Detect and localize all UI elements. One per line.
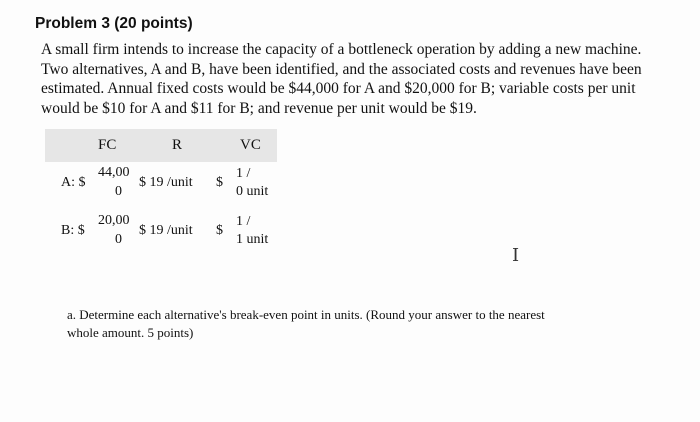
question-line: a. Determine each alternative's break-even point in units. (Round your answer to the nearest xyxy=(67,307,545,322)
row-b-vc-dollar: $ xyxy=(216,223,223,238)
header-r: R xyxy=(172,137,183,153)
row-a-vc-bottom: 0 unit xyxy=(236,184,269,199)
question-line: whole amount. 5 points) xyxy=(67,324,194,340)
row-a-label: A: $ xyxy=(61,175,86,190)
table-header xyxy=(45,129,277,162)
header-fc: FC xyxy=(98,137,117,153)
description-line: Two alternatives, A and B, have been identified, and the associated costs and revenues have been xyxy=(41,60,642,78)
row-a-revenue: $ 19 /unit xyxy=(139,175,193,190)
row-b-fc-top: 20,00 xyxy=(98,213,130,228)
problem-title: Problem 3 (20 points) xyxy=(35,15,193,32)
row-a-vc-dollar: $ xyxy=(216,175,223,190)
row-a-fc-top: 44,00 xyxy=(98,165,130,180)
problem-description xyxy=(41,40,661,118)
row-b-revenue: $ 19 /unit xyxy=(139,223,193,238)
row-a-vc-top: 1 / xyxy=(236,166,251,181)
header-vc: VC xyxy=(240,137,261,153)
description-line: A small firm intends to increase the capacity of a bottleneck operation by adding a new machine. xyxy=(41,41,642,58)
text-cursor-icon: I xyxy=(512,245,520,266)
description-line: would be $10 for A and $11 for B; and revenue per unit would be $19. xyxy=(41,99,477,117)
description-line: estimated. Annual fixed costs would be $44,000 for A and $20,000 for B; variable costs per unit xyxy=(41,80,636,97)
question-a xyxy=(67,306,607,341)
row-b-fc-bottom: 0 xyxy=(115,232,122,247)
row-a-fc-bottom: 0 xyxy=(115,184,122,199)
row-b-vc-bottom: 1 unit xyxy=(236,232,269,247)
row-b-vc-top: 1 / xyxy=(236,214,251,229)
row-b-label: B: $ xyxy=(61,223,85,238)
